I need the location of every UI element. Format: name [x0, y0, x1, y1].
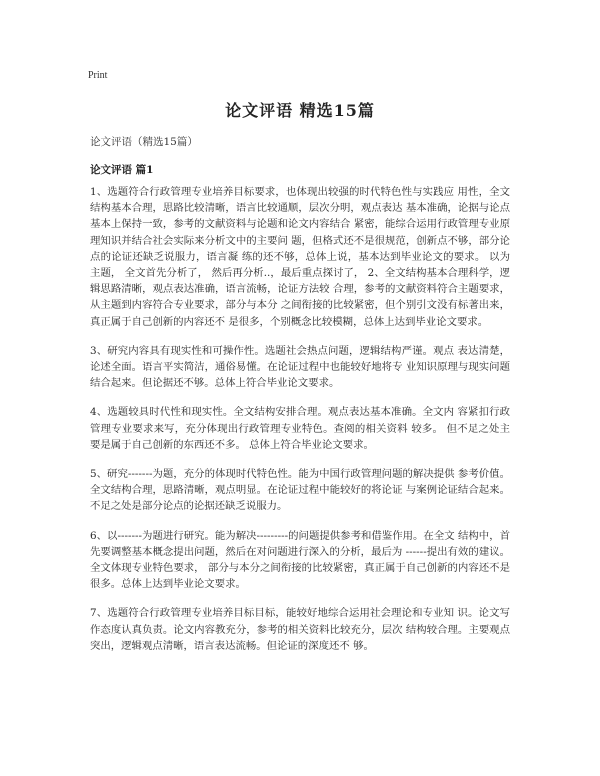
document-body — [90, 184, 510, 667]
paragraph-1: 1、选题符合行政管理专业培养目标要求，也体现出较强的时代特色性与实践应 用性，全文结构基本合理，思路比较清晰，语言比较通顺，层次分明，观点表达 基本准确，论据与论点基本上保持一致，参考的文献资料与论题和论文内容结合 紧密，能综合运用行政管理专业原理知识并结合社会实际来分析文中的主要问 题，但格式还不是很规范，创新点不够，部分论点的论证还缺乏说服力，语言凝 练的还不够，总体上说，基本达到毕业论文的要求。 以为主题， 全文首先分析了， 然后再分析..，最后重点探讨了， 2、全文结构基本合理科学，逻辑思路清晰，观点表达准确，语言流畅，论证方法较 合理，参考的文献资料符合主题要求，从主题到内容符合专业要求，部分与本分 之间衔接的比较紧密，但个别引文没有标著出来，真正属于自己创新的内容还不 是很多，个别概念比较模糊，总体上达到毕业论文要求。 — [90, 186, 510, 328]
document-title: 论文评语 精选15篇 — [225, 101, 375, 120]
paragraph-5: 5、研究-------为题，充分的体现时代特色性。能为中国行政管理问题的解决提供 参考价值。全文结构合理，思路清晰，观点明显。在论证过程中能较好的将论证 与案例论证结合起来。不足之处是部分论点的论据还缺乏说服力。 — [90, 468, 510, 513]
paragraph-3: 3、研究内容具有现实性和可操作性。选题社会热点问题，逻辑结构严谨。观点 表达清楚，论述全面。语言平实简洁，通俗易懂。在论证过程中也能较好地将专 业知识原理与现实问题结合起来。但论据还不够。总体上符合毕业论文要求。 — [90, 344, 510, 390]
document-subtitle: 论文评语（精选15篇） — [90, 136, 198, 148]
print-label: Print — [88, 70, 108, 81]
section-heading: 论文评语 篇1 — [90, 164, 154, 176]
paragraph-6: 6、以-------为题进行研究。能为解决---------的问题提供参考和借鉴作用。在全文 结构中，首先要调整基本概念提出问题，然后在对问题进行深入的分析，最后为 ------提出有效的建议。 全文体现专业特色要求， 部分与本分之间衔接的比较紧密，真正属于自己创新的内容还不是很多。总体上达到毕业论文要求。 — [90, 529, 510, 591]
paragraph-7: 7、选题符合行政管理专业培养目标目标，能较好地综合运用社会理论和专业知 识。论文写作态度认真负责。论文内容教充分，参考的相关资料比较充分，层次 结构较合理。主要观点突出，逻辑观点清晰，语言表达流畅。但论证的深度还不 够。 — [90, 607, 510, 652]
paragraph-4: 4、选题较具时代性和现实性。全文结构安排合理。观点表达基本准确。全文内 容紧扣行政管理专业要求来写，充分体现出行政管理专业特色。查阅的相关资料 较多。 但不足之处主要是属于自己创新的东西还不多。 总体上符合毕业论文要求。 — [90, 406, 510, 451]
